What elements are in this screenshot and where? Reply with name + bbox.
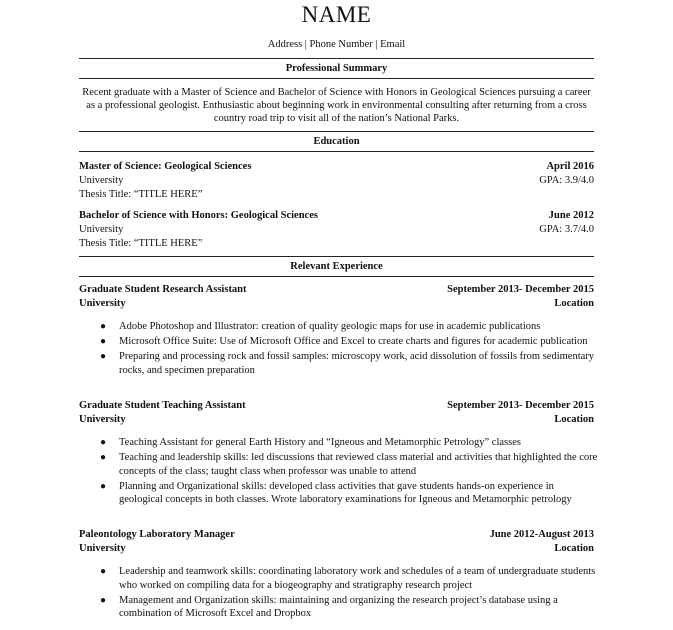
bullet-icon: ● — [100, 594, 107, 606]
bullet-icon: ● — [100, 566, 107, 577]
divider — [79, 151, 594, 152]
education-entry-thesis — [79, 188, 594, 201]
bullet-icon: ● — [100, 437, 107, 448]
job-header — [79, 399, 594, 412]
section-title-education: Education — [313, 136, 360, 147]
job-bullets — [100, 565, 600, 622]
education-entry-header — [79, 160, 594, 173]
job-location: Location — [554, 543, 594, 554]
gpa: GPA: 3.7/4.0 — [539, 224, 594, 235]
job-role: Graduate Student Teaching Assistant — [79, 400, 246, 411]
job-org-row — [79, 542, 594, 555]
job-org-row — [79, 413, 594, 426]
bullet-text: Teaching and leadership skills: led discussions that reviewed class material and activities that highlighted the core concepts of the class; taught class when professor was unable to attend — [119, 452, 598, 477]
job-dates: June 2012-August 2013 — [489, 529, 594, 540]
bullet-text: Microsoft Office Suite: Use of Microsoft Office and Excel to create charts and figures for academic publication — [119, 336, 588, 347]
divider — [79, 256, 594, 257]
job-org-row — [79, 297, 594, 310]
divider — [79, 276, 594, 277]
job-dates: September 2013- December 2015 — [447, 400, 594, 411]
job-dates: September 2013- December 2015 — [447, 284, 594, 295]
degree-date: June 2012 — [548, 210, 594, 221]
job-location: Location — [554, 414, 594, 425]
list-item — [100, 320, 600, 334]
section-title-experience: Relevant Experience — [290, 261, 383, 272]
summary-text: Recent graduate with a Master of Science and Bachelor of Science with Honors in Geological Sciences pursuing a career as a professional geologist. Enthusiastic about beginning work in environmental consulting after returning from a cross country road trip to visit all of the nation’s National Parks. — [82, 87, 591, 124]
job-role: Graduate Student Research Assistant — [79, 284, 247, 295]
bullet-text: Leadership and teamwork skills: coordinating laboratory work and schedules of a team of undergraduate students who worked on compiling data for a biogeography and stratigraphy research project — [119, 566, 596, 591]
education-entry-header — [79, 209, 594, 222]
bullet-icon: ● — [100, 351, 107, 362]
job-role: Paleontology Laboratory Manager — [79, 529, 235, 540]
divider — [79, 58, 594, 59]
school-name: University — [79, 175, 124, 186]
job-org: University — [79, 298, 126, 309]
divider — [79, 78, 594, 79]
thesis-title: Thesis Title: “TITLE HERE” — [79, 189, 203, 200]
bullet-text: Preparing and processing rock and fossil samples: microscopy work, acid dissolution of fossils from sedimentary rocks, and specimen preparation — [119, 351, 595, 376]
list-item — [100, 451, 600, 478]
job-bullets — [100, 320, 600, 379]
section-title-summary: Professional Summary — [285, 63, 388, 74]
thesis-title: Thesis Title: “TITLE HERE” — [79, 238, 203, 249]
education-entry-thesis — [79, 237, 594, 250]
job-org: University — [79, 414, 126, 425]
job-org: University — [79, 543, 126, 554]
bullet-icon: ● — [100, 336, 107, 347]
job-header — [79, 283, 594, 296]
list-item — [100, 335, 600, 349]
degree-title: Master of Science: Geological Sciences — [79, 161, 252, 172]
job-bullets — [100, 436, 600, 508]
education-entry-school — [79, 223, 594, 236]
list-item — [100, 436, 600, 450]
job-location: Location — [554, 298, 594, 309]
bullet-text: Teaching Assistant for general Earth History and “Igneous and Metamorphic Petrology” classes — [119, 437, 521, 448]
job-header — [79, 528, 594, 541]
list-item — [100, 480, 600, 507]
bullet-text: Planning and Organizational skills: developed class activities that gave students hands-on experience in geological concepts in both classes. Wrote laboratory examinations for Igneous and Metamorphic petrology — [119, 480, 572, 505]
contact-line: Address | Phone Number | Email — [267, 39, 406, 50]
divider — [79, 131, 594, 132]
education-entry-school — [79, 174, 594, 187]
bullet-icon: ● — [100, 321, 107, 332]
resume-name: NAME — [301, 2, 372, 27]
list-item — [100, 350, 600, 377]
bullet-icon: ● — [100, 452, 107, 463]
bullet-icon: ● — [100, 480, 107, 492]
list-item — [100, 565, 600, 592]
bullet-text: Management and Organization skills: maintaining and organizing the research project’s database using a combination of Microsoft Excel and Dropbox — [119, 594, 558, 619]
list-item — [100, 594, 600, 621]
gpa: GPA: 3.9/4.0 — [539, 175, 594, 186]
bullet-text: Adobe Photoshop and Illustrator: creation of quality geologic maps for use in academic publications — [119, 321, 541, 332]
school-name: University — [79, 224, 124, 235]
degree-title: Bachelor of Science with Honors: Geological Sciences — [79, 210, 318, 221]
degree-date: April 2016 — [546, 161, 594, 172]
